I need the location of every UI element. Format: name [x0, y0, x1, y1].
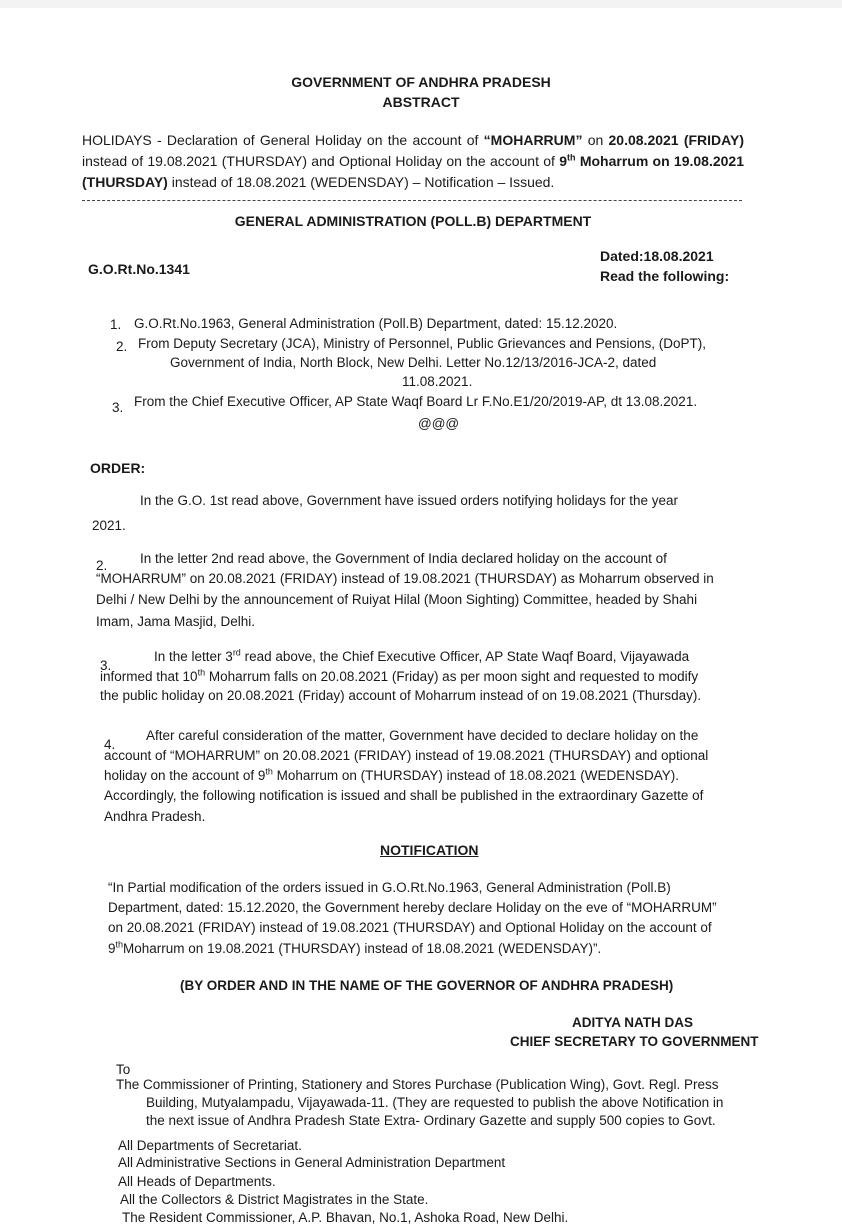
para-2-line3: Delhi / New Delhi by the announcement of Ruiyat Hilal (Moon Sighting) Committee, headed by Shahi	[96, 592, 698, 607]
para-1-line2: 2021.	[92, 518, 126, 533]
notification-line1: “In Partial modification of the orders issued in G.O.Rt.No.1963, General Administration (Poll.B)	[108, 880, 671, 895]
subject-moharrum: “MOHARRUM”	[483, 132, 583, 148]
go-number: G.O.Rt.No.1341	[88, 261, 190, 277]
notification-line4: 9thMoharrum on 19.08.2021 (THURSDAY) instead of 18.08.2021 (WEDENSDAY)”.	[108, 939, 602, 956]
notification-heading: NOTIFICATION	[380, 842, 479, 858]
ref-3: From the Chief Executive Officer, AP State Waqf Board Lr F.No.E1/20/2019-AP, dt 13.08.2021.	[134, 394, 698, 409]
department-heading: GENERAL ADMINISTRATION (POLL.B) DEPARTMENT	[234, 213, 592, 229]
subject-paragraph	[82, 130, 744, 193]
distribution-item: the next issue of Andhra Pradesh State Extra- Ordinary Gazette and supply 500 copies to Govt.	[146, 1113, 716, 1128]
ref-number: 2.	[116, 339, 128, 354]
notification-line2: Department, dated: 15.12.2020, the Government hereby declare Holiday on the eve of “MOHARRUM”	[108, 900, 717, 915]
para-2-line4: Imam, Jama Masjid, Delhi.	[96, 614, 256, 629]
ref-2-line1: From Deputy Secretary (JCA), Ministry of Personnel, Public Grievances and Pensions, (DoPT),	[138, 336, 706, 351]
subject-text: HOLIDAYS - Declaration of General Holiday on the account of	[82, 132, 484, 148]
para-4-line4: Accordingly, the following notification is issued and shall be published in the extraordinary Gazette of	[104, 788, 704, 803]
subject-text: on	[582, 132, 609, 148]
by-order-line: (BY ORDER AND IN THE NAME OF THE GOVERNOR OF ANDHRA PRADESH)	[180, 978, 674, 993]
government-heading: GOVERNMENT OF ANDHRA PRADESH	[291, 74, 551, 90]
para-number: 4.	[104, 737, 116, 752]
distribution-item: The Resident Commissioner, A.P. Bhavan, No.1, Ashoka Road, New Delhi.	[122, 1210, 569, 1225]
para-4-line2: account of “MOHARRUM” on 20.08.2021 (FRIDAY) instead of 19.08.2021 (THURSDAY) and optional	[104, 748, 709, 763]
scan-top-border	[0, 0, 842, 8]
signatory-title: CHIEF SECRETARY TO GOVERNMENT	[510, 1034, 759, 1049]
distribution-item: All Administrative Sections in General Administration Department	[118, 1155, 506, 1170]
separator-symbols: @@@	[418, 416, 460, 431]
distribution-item: All Departments of Secretariat.	[118, 1138, 302, 1153]
subject-text: instead of 18.08.2021 (WEDENSDAY) – Notification – Issued.	[167, 174, 555, 190]
para-1-line1: In the G.O. 1st read above, Government have issued orders notifying holidays for the year	[140, 493, 679, 508]
subject-date: 20.08.2021 (FRIDAY)	[608, 132, 744, 148]
ref-1: G.O.Rt.No.1963, General Administration (Poll.B) Department, dated: 15.12.2020.	[134, 316, 618, 331]
abstract-heading: ABSTRACT	[382, 94, 460, 110]
ref-number: 3.	[112, 400, 124, 415]
para-number: 2.	[96, 558, 108, 573]
ref-2-line3: 11.08.2021.	[402, 374, 473, 389]
para-2-line1: In the letter 2nd read above, the Government of India declared holiday on the account of	[140, 551, 667, 566]
para-3-line3: the public holiday on 20.08.2021 (Friday) account of Moharrum instead of on 19.08.2021 (Thursday).	[100, 688, 702, 703]
ref-2-line2: Government of India, North Block, New Delhi. Letter No.12/13/2016-JCA-2, dated	[170, 355, 657, 370]
separator-line	[82, 200, 742, 201]
distribution-item: All Heads of Departments.	[118, 1174, 276, 1189]
order-heading: ORDER:	[90, 460, 146, 476]
subject-ninth: 9th Moharrum on 19.08.2021 (THURSDAY)	[82, 152, 744, 190]
distribution-item: All the Collectors & District Magistrates in the State.	[120, 1192, 429, 1207]
para-2-line2: “MOHARRUM” on 20.08.2021 (FRIDAY) instead of 19.08.2021 (THURSDAY) as Moharrum observed in	[96, 571, 714, 586]
distribution-item: The Commissioner of Printing, Stationery and Stores Purchase (Publication Wing), Govt. Regl. Press	[116, 1077, 719, 1092]
para-number: 3.	[100, 658, 112, 673]
to-label: To	[116, 1062, 131, 1077]
notification-line3: on 20.08.2021 (FRIDAY) instead of 19.08.2021 (THURSDAY) and Optional Holiday on the account of	[108, 920, 712, 935]
para-3-line1: In the letter 3rd read above, the Chief Executive Officer, AP State Waqf Board, Vijayawada	[154, 647, 690, 664]
distribution-item: Building, Mutyalampadu, Vijayawada-11. (They are requested to publish the above Notification in	[146, 1095, 724, 1110]
subject-text: instead of 19.08.2021 (THURSDAY) and Optional Holiday on the account of	[82, 153, 560, 169]
para-4-line3: holiday on the account of 9th Moharrum on (THURSDAY) instead of 18.08.2021 (WEDENSDAY).	[104, 766, 680, 783]
signatory-name: ADITYA NATH DAS	[572, 1015, 694, 1030]
read-following: Read the following:	[600, 268, 730, 284]
para-4-line5: Andhra Pradesh.	[104, 809, 206, 824]
para-3-line2: informed that 10th Moharrum falls on 20.08.2021 (Friday) as per moon sight and requested to modify	[100, 667, 699, 684]
para-4-line1: After careful consideration of the matter, Government have decided to declare holiday on the	[146, 728, 699, 743]
dated: Dated:18.08.2021	[600, 248, 714, 264]
ref-number: 1.	[110, 317, 122, 332]
